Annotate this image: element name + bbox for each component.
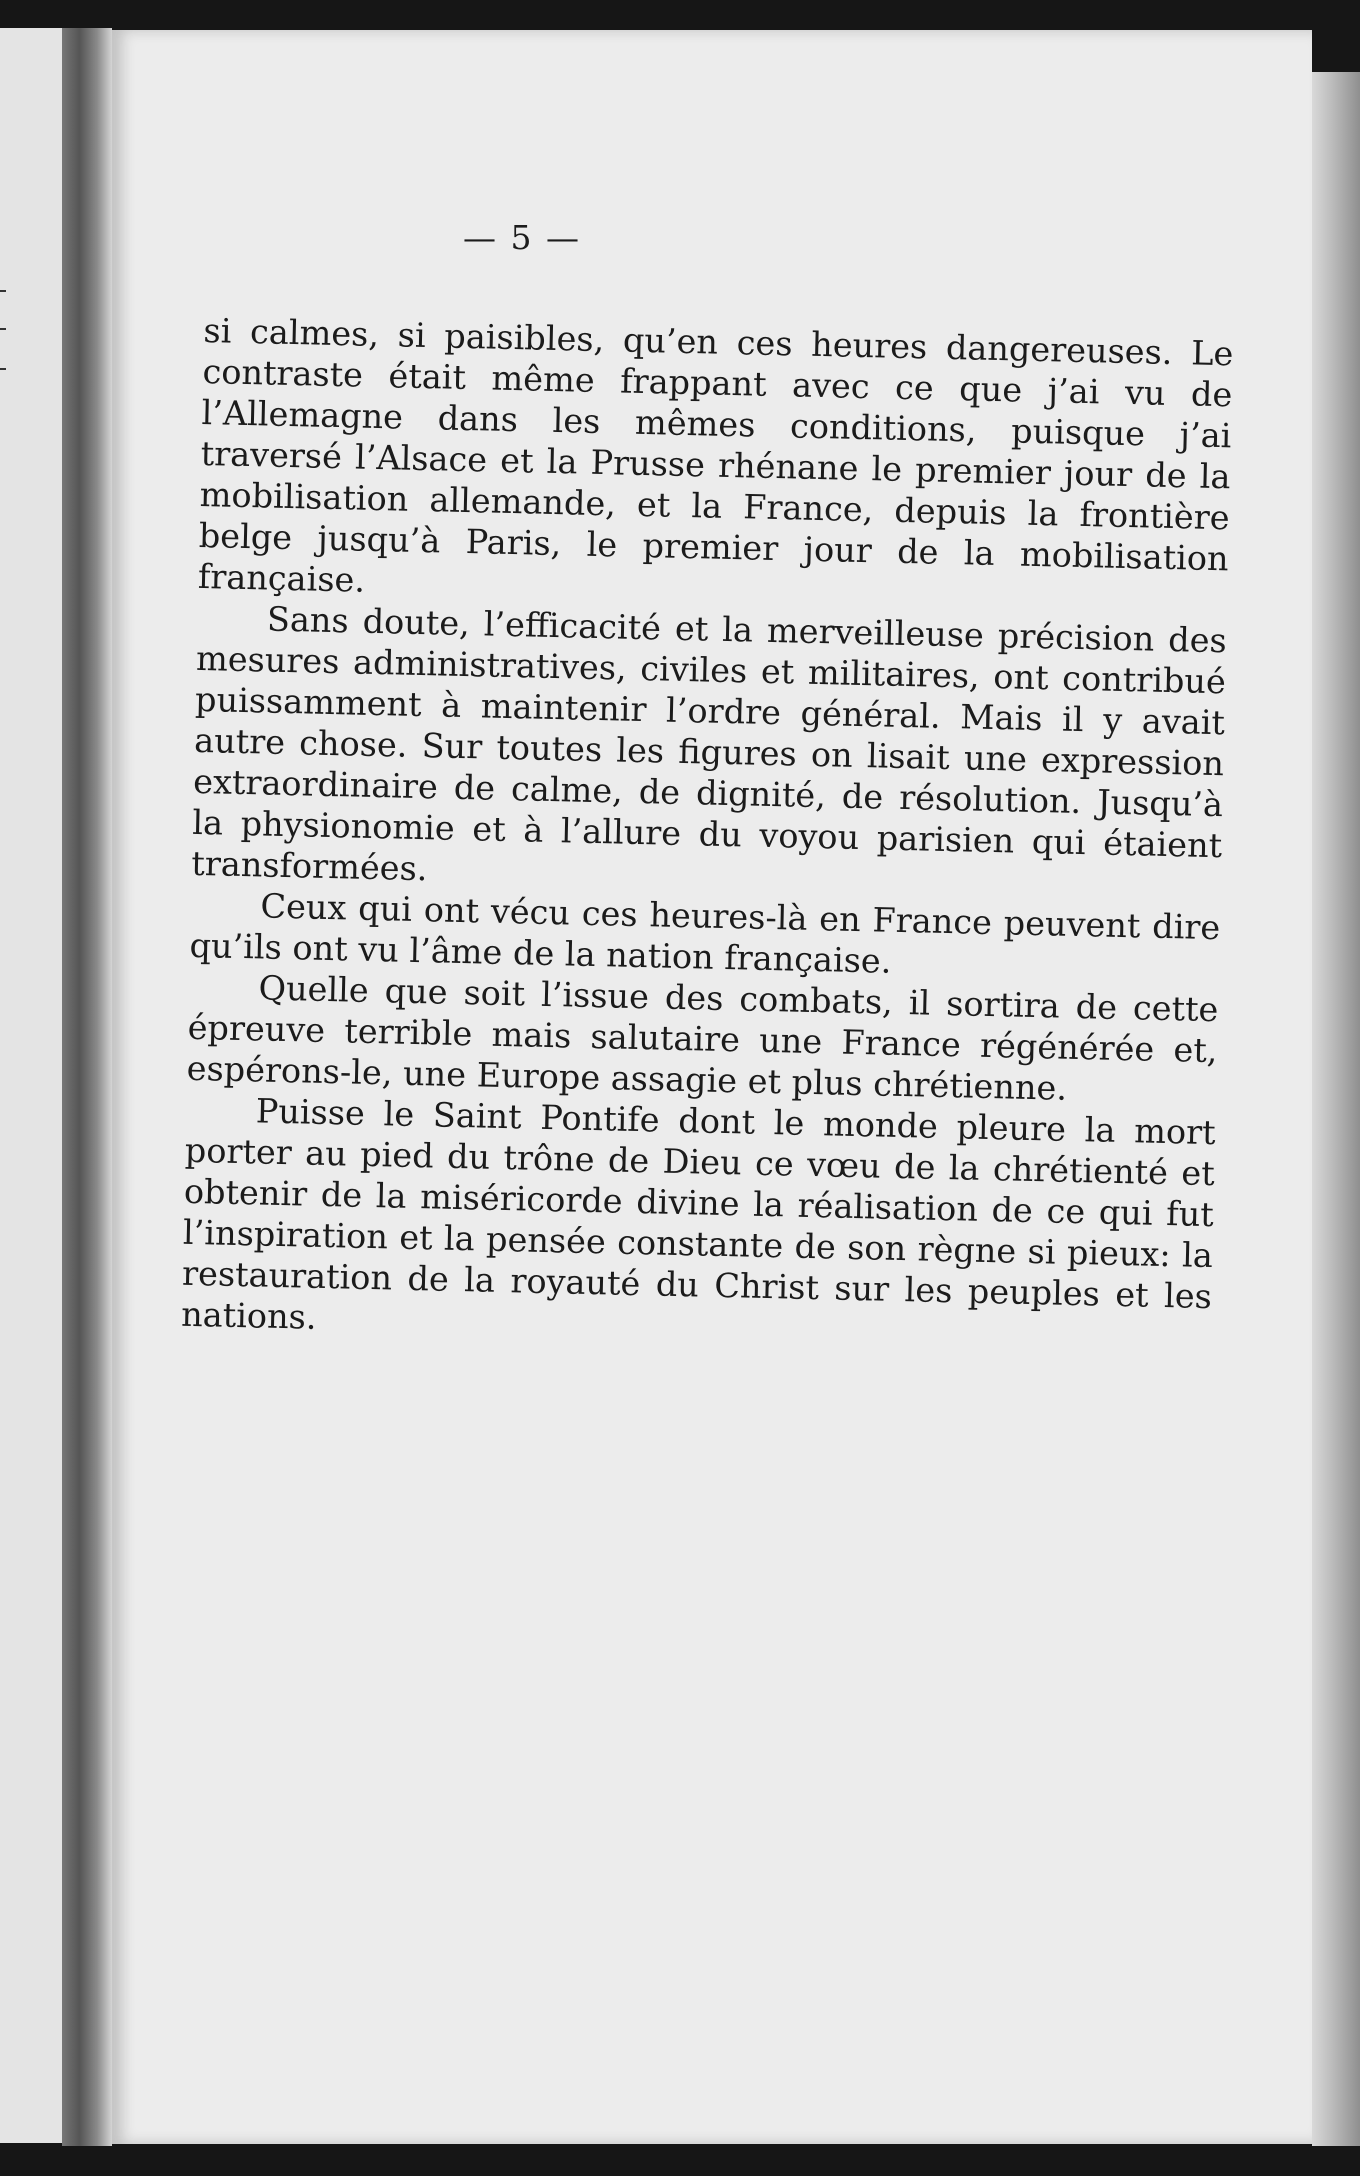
book-gutter <box>62 28 112 2148</box>
page-number: — 5 — <box>463 218 581 257</box>
paragraph-1: si calmes, si paisibles, qu’en ces heures dangereuses. Le contraste était même frappant avec ce que j’ai vu de l’Allemagne dans les mêmes conditions, puisque j’ai traversé l’Alsace et la Prusse rhénane le premier jour de la mobilisation allemande, et la France, depuis la frontière belge jusqu’à Paris, le premier jour de la mobilisation française. <box>197 310 1234 600</box>
scan-border <box>0 2146 1360 2176</box>
book-page <box>112 30 1312 2144</box>
paragraph-3: Ceux qui ont vécu ces heures-là en France peuvent dire qu’ils ont vu l’âme de la nation française. <box>189 886 1221 981</box>
page-stack-edge <box>1312 72 1360 2148</box>
body-text <box>181 310 1234 1358</box>
paragraph-2: Sans doute, l’efficacité et la merveilleuse précision des mesures administratives, civiles et militaires, ont contribué puissamment à maintenir l’ordre général. Mais il y avait autre chose. Sur toutes les figures on lisait une expression extraordinaire de calme, de dignité, de résolution. Jusqu’à la physionomie et à l’allure du voyou parisien qui étaient transformées. <box>191 599 1228 889</box>
paragraph-5: Puisse le Saint Pontife dont le monde pleure la mort porter au pied du trône de Dieu ce vœu de la chrétienté et obtenir de la miséricorde divine la réalisation de ce qui fut l’inspiration et la pensée constante de son règne si pieux: la restauration de la royauté du Christ sur les peuples et les nations. <box>180 1091 1217 1337</box>
paragraph-4: Quelle que soit l’issue des combats, il sortira de cette épreuve terrible mais salutaire une France régénérée et, espérons-le, une Europe assagie et plus chrétienne. <box>186 968 1219 1108</box>
facing-page-edge <box>0 28 66 2143</box>
